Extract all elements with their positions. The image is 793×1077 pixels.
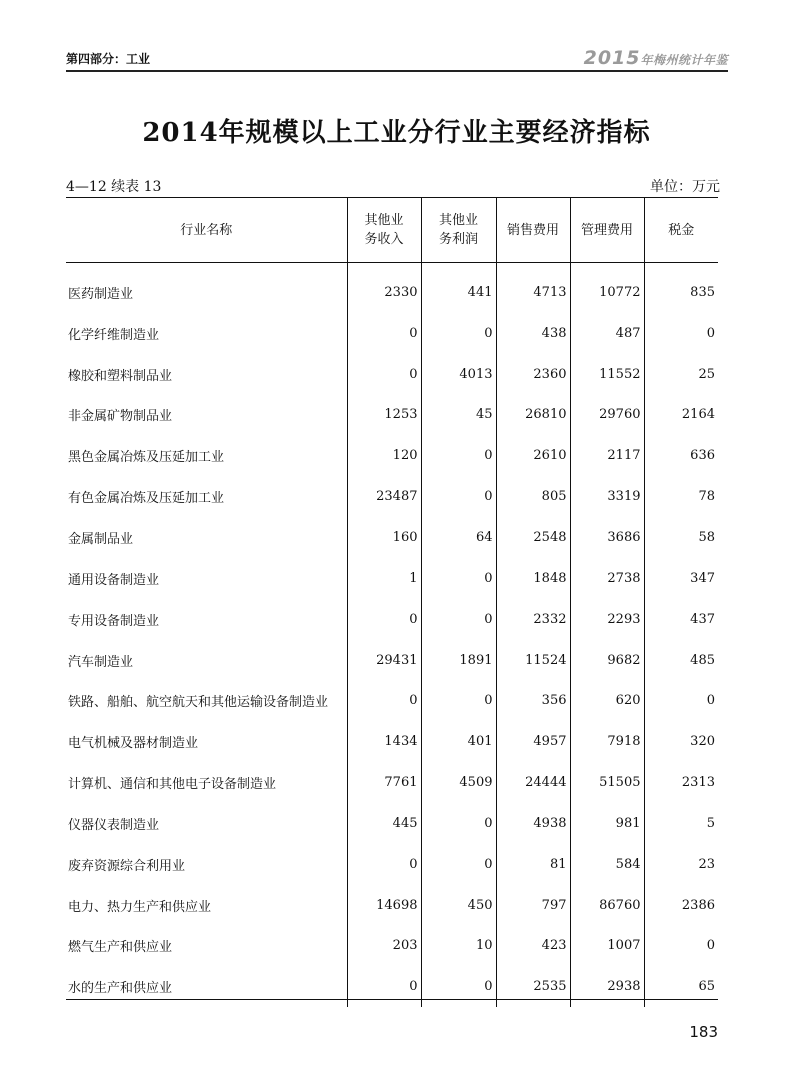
admin-expense-cell: 2117 (570, 435, 644, 476)
other-profit-cell: 441 (421, 263, 496, 313)
tax-cell: 0 (644, 926, 718, 967)
table-row (66, 926, 718, 967)
other-profit-cell: 45 (421, 395, 496, 436)
admin-expense-cell: 3686 (570, 517, 644, 558)
other-income-cell: 0 (347, 966, 421, 1007)
col-header-tax: 税金 (644, 198, 718, 263)
tax-cell: 2164 (644, 395, 718, 436)
other-income-cell: 1 (347, 558, 421, 599)
industry-name-cell: 水的生产和供应业 (68, 981, 173, 997)
other-income-cell: 160 (347, 517, 421, 558)
other-profit-cell: 4013 (421, 354, 496, 395)
industry-name-cell: 废弃资源综合利用业 (68, 858, 186, 874)
table-row (66, 517, 718, 558)
yearbook-title (584, 47, 728, 69)
col-header-other-income: 其他业 务收入 (347, 198, 421, 263)
sales-expense-cell: 11524 (496, 640, 570, 681)
admin-expense-cell: 1007 (570, 926, 644, 967)
industry-name-cell: 电气机械及器材制造业 (68, 736, 199, 752)
other-income-cell: 2330 (347, 263, 421, 313)
other-profit-cell: 0 (421, 599, 496, 640)
other-profit-cell: 0 (421, 844, 496, 885)
sales-expense-cell: 2360 (496, 354, 570, 395)
table-row (66, 844, 718, 885)
tax-cell: 835 (644, 263, 718, 313)
sales-expense-cell: 1848 (496, 558, 570, 599)
tax-cell: 0 (644, 680, 718, 721)
industry-name-cell: 铁路、船舶、航空航天和其他运输设备制造业 (68, 695, 329, 711)
tax-cell: 23 (644, 844, 718, 885)
industry-name-cell: 橡胶和塑料制品业 (68, 368, 173, 384)
table-row (66, 558, 718, 599)
tax-cell: 0 (644, 313, 718, 354)
tax-cell: 25 (644, 354, 718, 395)
industry-name-cell: 燃气生产和供应业 (68, 940, 173, 956)
other-income-cell: 445 (347, 803, 421, 844)
other-profit-cell: 0 (421, 803, 496, 844)
industry-name-cell: 化学纤维制造业 (68, 327, 160, 343)
sales-expense-cell: 356 (496, 680, 570, 721)
industry-name-cell: 通用设备制造业 (68, 572, 160, 588)
table-row (66, 599, 718, 640)
other-income-cell: 29431 (347, 640, 421, 681)
table-row (66, 803, 718, 844)
other-income-cell: 1253 (347, 395, 421, 436)
industry-name-cell: 专用设备制造业 (68, 613, 160, 629)
yearbook-name: 年梅州统计年鉴 (640, 53, 728, 67)
other-profit-cell: 0 (421, 558, 496, 599)
other-income-cell: 0 (347, 313, 421, 354)
other-income-cell: 23487 (347, 476, 421, 517)
tax-cell: 636 (644, 435, 718, 476)
sales-expense-cell: 81 (496, 844, 570, 885)
table-row (66, 680, 718, 721)
industry-name-cell: 金属制品业 (68, 531, 134, 547)
col-header-other-profit: 其他业 务利润 (421, 198, 496, 263)
other-income-cell: 14698 (347, 885, 421, 926)
industry-name-cell: 医药制造业 (68, 286, 134, 302)
sales-expense-cell: 438 (496, 313, 570, 354)
unit-label: 单位：万元 (650, 179, 720, 195)
other-income-cell: 0 (347, 599, 421, 640)
table-row (66, 640, 718, 681)
admin-expense-cell: 10772 (570, 263, 644, 313)
admin-expense-cell: 2938 (570, 966, 644, 1007)
other-income-cell: 7761 (347, 762, 421, 803)
admin-expense-cell: 11552 (570, 354, 644, 395)
tax-cell: 78 (644, 476, 718, 517)
indicator-table (66, 197, 718, 1000)
tax-cell: 5 (644, 803, 718, 844)
other-income-cell: 0 (347, 680, 421, 721)
industry-name-cell: 非金属矿物制品业 (68, 409, 173, 425)
sales-expense-cell: 2535 (496, 966, 570, 1007)
table-row (66, 435, 718, 476)
other-profit-cell: 4509 (421, 762, 496, 803)
sales-expense-cell: 4957 (496, 721, 570, 762)
table-row (66, 476, 718, 517)
other-profit-cell: 1891 (421, 640, 496, 681)
table-row (66, 885, 718, 926)
header-rule (66, 70, 728, 72)
table-row (66, 395, 718, 436)
table-row (66, 721, 718, 762)
table-row (66, 966, 718, 1007)
tax-cell: 485 (644, 640, 718, 681)
other-income-cell: 120 (347, 435, 421, 476)
industry-name-cell: 黑色金属冶炼及压延加工业 (68, 450, 225, 466)
sales-expense-cell: 423 (496, 926, 570, 967)
other-profit-cell: 0 (421, 680, 496, 721)
tax-cell: 320 (644, 721, 718, 762)
running-header (66, 44, 728, 72)
admin-expense-cell: 9682 (570, 640, 644, 681)
table-header-row (66, 198, 718, 263)
tax-cell: 58 (644, 517, 718, 558)
other-profit-cell: 0 (421, 313, 496, 354)
industry-name-cell: 有色金属冶炼及压延加工业 (68, 491, 225, 507)
table-row (66, 263, 718, 313)
admin-expense-cell: 7918 (570, 721, 644, 762)
sales-expense-cell: 797 (496, 885, 570, 926)
sales-expense-cell: 4713 (496, 263, 570, 313)
other-income-cell: 203 (347, 926, 421, 967)
admin-expense-cell: 51505 (570, 762, 644, 803)
admin-expense-cell: 86760 (570, 885, 644, 926)
table-row (66, 313, 718, 354)
tax-cell: 437 (644, 599, 718, 640)
other-profit-cell: 401 (421, 721, 496, 762)
page-number: 183 (689, 1023, 718, 1041)
table-id: 4—12 续表 13 (66, 179, 162, 195)
other-profit-cell: 0 (421, 435, 496, 476)
other-income-cell: 1434 (347, 721, 421, 762)
other-income-cell: 0 (347, 844, 421, 885)
admin-expense-cell: 487 (570, 313, 644, 354)
tax-cell: 2386 (644, 885, 718, 926)
admin-expense-cell: 584 (570, 844, 644, 885)
col-header-industry: 行业名称 (66, 198, 347, 263)
tax-cell: 2313 (644, 762, 718, 803)
sales-expense-cell: 26810 (496, 395, 570, 436)
sales-expense-cell: 805 (496, 476, 570, 517)
col-header-admin-expense: 管理费用 (570, 198, 644, 263)
table-row (66, 354, 718, 395)
other-income-cell: 0 (347, 354, 421, 395)
other-profit-cell: 0 (421, 966, 496, 1007)
admin-expense-cell: 620 (570, 680, 644, 721)
admin-expense-cell: 2293 (570, 599, 644, 640)
industry-name-cell: 电力、热力生产和供应业 (68, 899, 212, 915)
sales-expense-cell: 4938 (496, 803, 570, 844)
admin-expense-cell: 3319 (570, 476, 644, 517)
industry-name-cell: 汽车制造业 (68, 654, 134, 670)
industry-name-cell: 仪器仪表制造业 (68, 817, 160, 833)
col-header-sales-expense: 销售费用 (496, 198, 570, 263)
page-title: 2014年规模以上工业分行业主要经济指标 (142, 118, 651, 148)
industry-name-cell: 计算机、通信和其他电子设备制造业 (68, 777, 277, 793)
tax-cell: 347 (644, 558, 718, 599)
sales-expense-cell: 24444 (496, 762, 570, 803)
admin-expense-cell: 981 (570, 803, 644, 844)
table-row (66, 762, 718, 803)
other-profit-cell: 10 (421, 926, 496, 967)
sales-expense-cell: 2332 (496, 599, 570, 640)
section-label: 第四部分：工业 (66, 52, 151, 66)
other-profit-cell: 64 (421, 517, 496, 558)
admin-expense-cell: 29760 (570, 395, 644, 436)
yearbook-year: 2015 (583, 47, 641, 69)
sales-expense-cell: 2548 (496, 517, 570, 558)
other-profit-cell: 450 (421, 885, 496, 926)
other-profit-cell: 0 (421, 476, 496, 517)
admin-expense-cell: 2738 (570, 558, 644, 599)
sales-expense-cell: 2610 (496, 435, 570, 476)
tax-cell: 65 (644, 966, 718, 1007)
